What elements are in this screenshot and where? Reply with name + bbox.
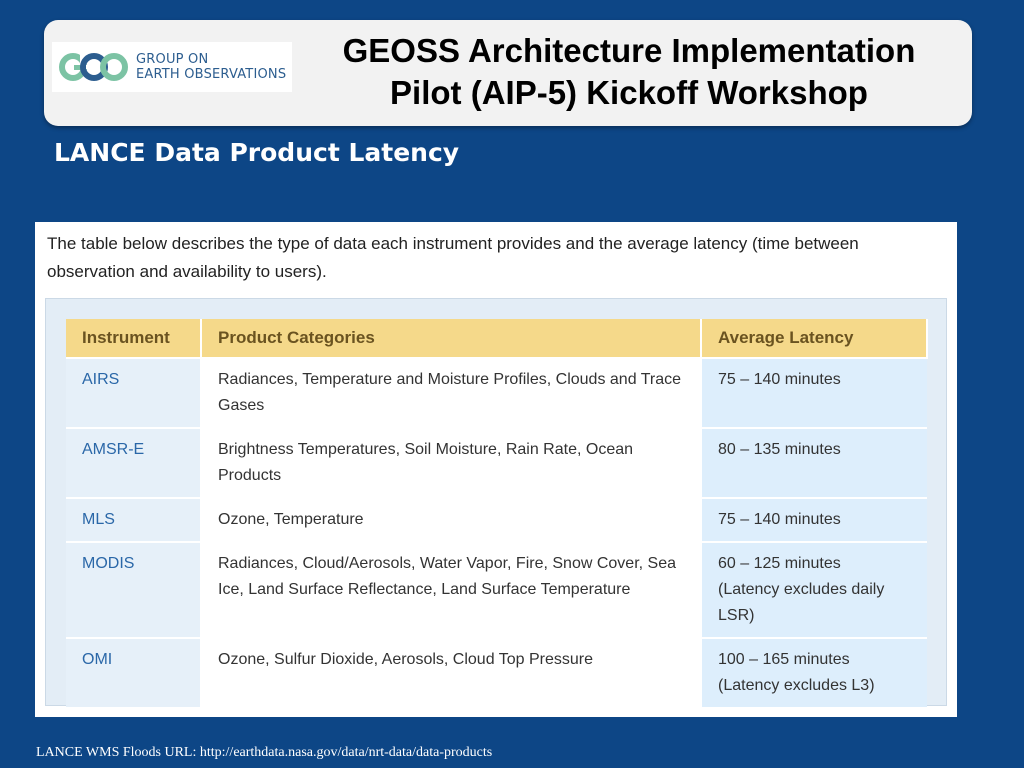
categories-cell: Ozone, Temperature [201,498,701,542]
latency-note: (Latency excludes daily LSR) [718,581,885,624]
latency-cell [701,428,927,498]
slide-header [44,20,972,126]
latency-cell [701,358,927,428]
latency-value: 100 – 165 minutes [718,651,850,668]
categories-cell: Brightness Temperatures, Soil Moisture, Rain Rate, Ocean Products [201,428,701,498]
title-line-2: Pilot (AIP-5) Kickoff Workshop [390,74,868,111]
instrument-cell: OMI [66,638,201,707]
latency-value: 75 – 140 minutes [718,511,841,528]
table-container [45,298,947,706]
categories-cell: Ozone, Sulfur Dioxide, Aerosols, Cloud Top Pressure [201,638,701,707]
instrument-cell: AMSR-E [66,428,201,498]
header-average-latency: Average Latency [701,319,927,358]
table-header-row [66,319,927,358]
latency-note: (Latency excludes L3) [718,677,875,694]
header-product-categories: Product Categories [201,319,701,358]
table-row [66,358,927,428]
geo-logo-icon [56,50,130,84]
content-panel [35,222,957,717]
table-row [66,498,927,542]
latency-value: 60 – 125 minutes [718,555,841,572]
slide-subtitle: LANCE Data Product Latency [54,138,460,167]
latency-value: 75 – 140 minutes [718,371,841,388]
instrument-cell: MODIS [66,542,201,638]
instrument-cell: AIRS [66,358,201,428]
intro-text: The table below describes the type of data each instrument provides and the average latency (time between observation and availability to users). [47,234,859,281]
instrument-cell: MLS [66,498,201,542]
categories-cell: Radiances, Temperature and Moisture Profiles, Clouds and Trace Gases [201,358,701,428]
latency-cell [701,498,927,542]
title-line-1: GEOSS Architecture Implementation [342,32,916,69]
slide-title [302,30,956,114]
latency-value: 80 – 135 minutes [718,441,841,458]
header-instrument: Instrument [66,319,201,358]
logo-text [136,52,286,82]
latency-cell [701,542,927,638]
latency-cell [701,638,927,707]
table-row [66,542,927,638]
logo-line-1: GROUP ON [136,52,209,67]
categories-cell: Radiances, Cloud/Aerosols, Water Vapor, Fire, Snow Cover, Sea Ice, Land Surface Reflectance, Land Surface Temperature [201,542,701,638]
latency-table [66,319,928,707]
table-row [66,638,927,707]
logo-line-2: EARTH OBSERVATIONS [136,67,287,82]
geo-logo [52,42,292,92]
footer-url-text: LANCE WMS Floods URL: http://earthdata.nasa.gov/data/nrt-data/data-products [36,745,493,760]
table-row [66,428,927,498]
